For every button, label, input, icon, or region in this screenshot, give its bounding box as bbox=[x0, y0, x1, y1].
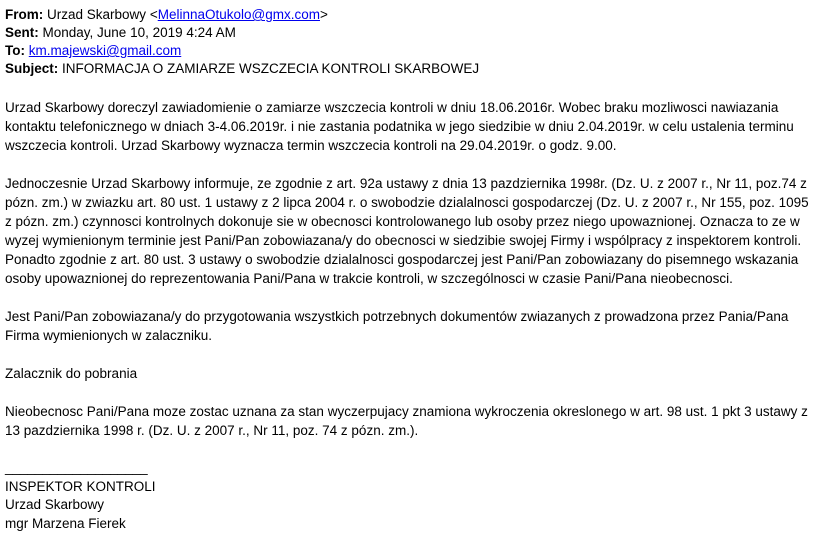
subject-text: INFORMACJA O ZAMIARZE WSZCZECIA KONTROLI SKARBOWEJ bbox=[62, 61, 479, 76]
to-line bbox=[5, 42, 819, 60]
attachment-note: Zalacznik do pobrania bbox=[5, 364, 819, 383]
sent-datetime: Monday, June 10, 2019 4:24 AM bbox=[43, 25, 236, 40]
email-body bbox=[5, 98, 819, 440]
angle-bracket-close: > bbox=[320, 7, 328, 22]
subject-line bbox=[5, 60, 819, 78]
angle-bracket-open: < bbox=[150, 7, 158, 22]
sent-label: Sent: bbox=[5, 25, 39, 40]
subject-label: Subject: bbox=[5, 61, 58, 76]
signature-role: INSPEKTOR KONTROLI bbox=[5, 478, 819, 497]
signature-block bbox=[5, 459, 819, 533]
body-paragraph-intro: Urzad Skarbowy doreczyl zawiadomienie o zamiarze wszczecia kontroli w dniu 18.06.2016r. Wobec braku mozliwosci nawiazania kontaktu telefonicznego w dniach 3-4.06.2019r. i nie zastania podatnika w jego siedzibie w dniu 2.04.2019r. w celu ustalenia terminu wszczecia kontroli. Urzad Skarbowy wyznacza termin wszczecia kontroli na 29.04.2019r. o godz. 9.00. bbox=[5, 98, 819, 155]
recipient-email-link[interactable]: km.majewski@gmail.com bbox=[29, 43, 181, 58]
to-label: To: bbox=[5, 43, 25, 58]
sender-email-link[interactable]: MelinnaOtukolo@gmx.com bbox=[158, 7, 320, 22]
from-label: From: bbox=[5, 7, 43, 22]
body-paragraph-documents: Jest Pani/Pan zobowiazana/y do przygotowania wszystkich potrzebnych dokumentów zwiazanych z prowadzona przez Pania/Pana Firma wymienionych w zalaczniku. bbox=[5, 307, 819, 345]
body-paragraph-warning: Nieobecnosc Pani/Pana moze zostac uznana za stan wyczerpujacy znamiona wykroczenia okreslonego w art. 98 ust. 1 pkt 3 ustawy z 13 pazdziernika 1998 r. (Dz. U. z 2007 r., Nr 11, poz. 74 z pózn. zm.). bbox=[5, 402, 819, 440]
signature-name: mgr Marzena Fierek bbox=[5, 515, 819, 533]
sent-line bbox=[5, 24, 819, 42]
email-header bbox=[5, 6, 819, 78]
signature-separator: ___________________ bbox=[5, 459, 819, 478]
signature-org: Urzad Skarbowy bbox=[5, 496, 819, 515]
body-paragraph-legal: Jednoczesnie Urzad Skarbowy informuje, ze zgodnie z art. 92a ustawy z dnia 13 pazdziernika 1998r. (Dz. U. z 2007 r., Nr 11, poz.74 z pózn. zm.) w zwiazku art. 80 ust. 1 ustawy z 2 lipca 2004 r. o swobodzie dzialalnosci gospodarczej (Dz. U. z 2007 r., Nr 155, poz. 1095 z pózn. zm.) czynnosci kontrolnych dokonuje sie w obecnosci kontrolowanego lub osoby przez niego upowaznionej. Oznacza to ze w wyzej wymienionym terminie jest Pani/Pan zobowiazana/y do obecnosci w siedzibie swojej Firmy i wspólpracy z inspektorem kontroli. Ponadto zgodnie z art. 80 ust. 3 ustawy o swobodzie dzialalnosci gospodarczej jest Pani/Pan zobowiazany do pisemnego wskazania osoby upowaznionej do reprezentowania Pani/Pana w trakcie kontroli, w szczególnosci w czasie Pani/Pana nieobecnosci. bbox=[5, 174, 819, 288]
from-line bbox=[5, 6, 819, 24]
sender-name: Urzad Skarbowy bbox=[47, 7, 146, 22]
